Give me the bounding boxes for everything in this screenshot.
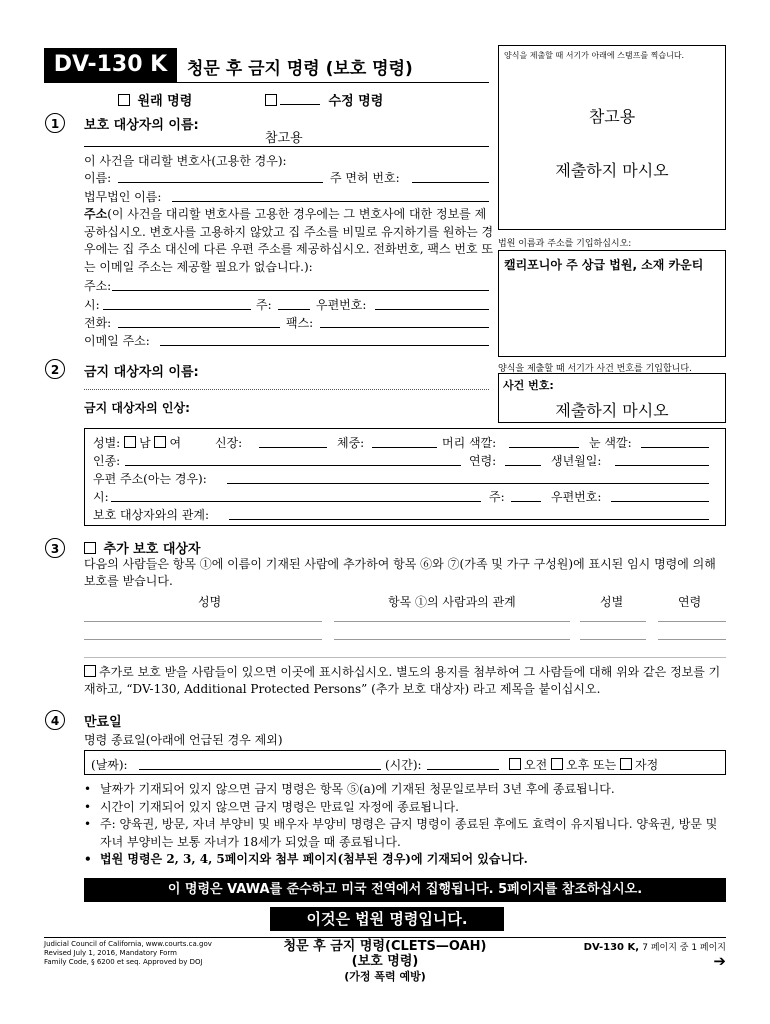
amended-order-label: 수정 명령 — [328, 94, 384, 109]
additional-protected-checkbox[interactable] — [84, 542, 96, 554]
form-title: 청문 후 금지 명령 (보호 명령) — [187, 59, 413, 79]
phone-field[interactable] — [118, 327, 280, 328]
case-number-value: 제출하지 마시오 — [555, 401, 669, 420]
additional-protected-label: 추가 보호 대상자 — [103, 542, 201, 557]
age-field[interactable] — [505, 465, 541, 466]
relationship-label: 보호 대상자와의 관계: — [93, 508, 210, 522]
expiration-box — [84, 750, 726, 775]
city2-label: 시: — [93, 490, 109, 504]
male-checkbox[interactable] — [124, 436, 136, 448]
person1-sex-field[interactable] — [580, 621, 646, 622]
city-field[interactable] — [103, 309, 251, 310]
hair-field[interactable] — [509, 447, 579, 448]
dob-label: 생년월일: — [551, 454, 602, 468]
midnight-checkbox[interactable] — [620, 758, 632, 770]
am-label: 오전 — [524, 758, 548, 772]
amended-order-checkbox[interactable] — [265, 94, 277, 106]
address-label: 주소: — [84, 279, 112, 293]
footer-title: 청문 후 금지 명령(CLETS—OAH) — [283, 939, 487, 954]
next-page-arrow-icon[interactable]: ➔ — [713, 952, 726, 970]
section-3-number: 3 — [45, 538, 65, 558]
state2-label: 주: — [489, 490, 505, 504]
footer-subtitle2: (가정 폭력 예방) — [344, 970, 426, 983]
footer-form-code: DV-130 K, — [583, 942, 640, 953]
note-2: • 시간이 기재되어 있지 않으면 금지 명령은 만료일 자정에 종료됩니다. — [84, 799, 459, 814]
stamp-line2: 제출하지 마시오 — [555, 161, 669, 180]
restrained-person-name-label: 금지 대상자의 이름: — [84, 365, 199, 380]
more-persons-note — [84, 664, 726, 698]
expiration-notes — [84, 781, 726, 869]
mail-address-label: 우편 주소(아는 경우): — [93, 472, 207, 486]
or-label: 또는 — [593, 758, 617, 772]
section-4-number: 4 — [45, 710, 65, 730]
court-order-banner-text: 이것은 법원 명령입니다. — [306, 910, 468, 928]
original-order-checkbox[interactable] — [118, 94, 130, 106]
zip2-label: 우편번호: — [551, 490, 602, 504]
additional-protected-intro: 다음의 사람들은 항목 ①에 이름이 기재된 사람에 추가하여 항목 ⑥와 ⑦(가족 및 가구 구성원)에 표시된 임시 명령에 의해 보호를 받습니다. — [84, 557, 716, 588]
hair-label: 머리 색깔: — [442, 436, 497, 450]
address-note-bold: 주소 — [84, 207, 108, 221]
footer-subtitle: (보호 명령) — [351, 954, 419, 969]
note-4-text: 법원 명령은 2, 3, 4, 5페이지와 첨부 페이지(첨부된 경우)에 기재되어 있습니다. — [100, 852, 528, 866]
original-order-option[interactable] — [118, 90, 192, 109]
section-2-number: 2 — [45, 359, 65, 379]
zip-field[interactable] — [375, 309, 489, 310]
person1-relation-field[interactable] — [334, 621, 570, 622]
address-field[interactable] — [112, 290, 489, 291]
amended-order-option[interactable] — [265, 90, 383, 109]
zip2-field[interactable] — [611, 501, 709, 502]
expiration-title: 만료일 — [84, 715, 122, 730]
city2-field[interactable] — [111, 501, 481, 502]
protected-person-name-value: 참고용 — [265, 131, 303, 146]
footer-left-1: Judicial Council of California, www.courts.ca.gov — [44, 940, 212, 948]
description-box — [84, 428, 726, 526]
address-instructions — [84, 206, 494, 276]
attorney-name-field[interactable] — [118, 182, 323, 183]
sex-label: 성별: — [93, 436, 121, 450]
relationship-field[interactable] — [229, 519, 709, 520]
state-label: 주: — [256, 298, 272, 312]
exp-time-label: (시간): — [385, 758, 422, 772]
weight-field[interactable] — [372, 447, 437, 448]
form-code-badge — [44, 48, 177, 82]
eye-field[interactable] — [641, 447, 709, 448]
ampm-options — [509, 756, 658, 773]
person2-age-field[interactable] — [658, 639, 726, 640]
exp-time-field[interactable] — [427, 769, 499, 770]
footer-page-number: 7 페이지 중 1 페이지 — [642, 943, 726, 953]
race-label: 인종: — [93, 454, 121, 468]
exp-date-label: (날짜): — [91, 758, 128, 772]
email-field[interactable] — [160, 345, 489, 346]
state2-field[interactable] — [511, 501, 541, 502]
pm-label: 오후 — [566, 758, 590, 772]
expiration-subtitle: 명령 종료일(아래에 언급된 경우 제외) — [84, 733, 283, 747]
fax-field[interactable] — [320, 327, 489, 328]
case-number-label: 사건 번호: — [503, 379, 554, 392]
pm-checkbox[interactable] — [551, 758, 563, 770]
person2-relation-field[interactable] — [334, 639, 570, 640]
person1-name-field[interactable] — [84, 621, 322, 622]
court-box-label: 법원 이름과 주소를 기입하십시오: — [498, 239, 632, 249]
court-name-value: 캘리포니아 주 상급 법원, 소재 카운티 — [504, 258, 704, 272]
city-label: 시: — [84, 298, 100, 312]
footer-center — [230, 939, 540, 984]
note-3: • 주: 양육권, 방문, 자녀 부양비 및 배우자 부양비 명령은 금지 명령이 종료된 후에도 효력이 유지됩니다. 양육권, 방문 및 자녀 부양비는 보통 자녀가 18세가 되었을 때 종료됩니다. — [84, 817, 718, 849]
col-relation-header: 항목 ①의 사람과의 관계 — [388, 595, 516, 609]
height-field[interactable] — [259, 447, 327, 448]
bar-number-label: 주 면허 번호: — [330, 171, 400, 185]
protected-person-name-label: 보호 대상자의 이름: — [84, 118, 199, 133]
note-4: • 법원 명령은 2, 3, 4, 5페이지와 첨부 페이지(첨부된 경우)에 기재되어 있습니다. — [84, 852, 528, 866]
original-order-label: 원래 명령 — [137, 94, 193, 109]
email-label: 이메일 주소: — [84, 334, 150, 348]
person1-age-field[interactable] — [658, 621, 726, 622]
weight-label: 체중: — [337, 436, 365, 450]
footer-rule — [44, 937, 726, 938]
zip-label: 우편번호: — [316, 298, 367, 312]
firm-name-label: 법무법인 이름: — [84, 190, 162, 204]
restrained-person-name-field[interactable] — [84, 389, 489, 390]
attorney-heading: 이 사건을 대리할 변호사(고용한 경우): — [84, 154, 287, 168]
firm-name-field[interactable] — [172, 201, 489, 202]
vawa-banner-text: 이 명령은 VAWA를 준수하고 미국 전역에서 집행됩니다. 5페이지를 참조하십시오. — [167, 882, 643, 897]
col-age-header: 연령 — [678, 595, 702, 609]
person2-name-field[interactable] — [84, 639, 322, 640]
vawa-banner — [84, 878, 726, 902]
section-1-number: 1 — [45, 113, 65, 133]
bar-number-field[interactable] — [412, 182, 489, 183]
court-name-box[interactable] — [498, 250, 726, 357]
phone-label: 전화: — [84, 316, 112, 330]
address-note-text: (이 사건을 대리할 변호사를 고용한 경우에는 그 변호사에 대한 정보를 제공하십시오. 변호사를 고용하지 않았고 집 주소를 비밀로 유지하기를 원하는 경우에는 집 주소 대신에 다른 우편 주소를 제공하십시오. 전화번호, 팩스 번호 또는 이메일 주소는 제공할 필요가 없습니다.): — [84, 207, 494, 274]
note-3-text: 주: 양육권, 방문, 자녀 부양비 및 배우자 부양비 명령은 금지 명령이 종료된 후에도 효력이 유지됩니다. 양육권, 방문 및 자녀 부양비는 보통 자녀가 18세가 되었을 때 종료됩니다. — [100, 817, 718, 849]
race-field[interactable] — [125, 465, 461, 466]
state-field[interactable] — [278, 309, 310, 310]
case-box-note: 양식을 제출할 때 서기가 사건 번호를 기입합니다. — [498, 364, 692, 374]
stamp-line1: 참고용 — [588, 107, 636, 126]
footer-right — [584, 940, 726, 953]
footer-left — [44, 940, 212, 967]
col-sex-header: 성별 — [600, 595, 624, 609]
female-label: 여 — [169, 436, 182, 450]
divider — [84, 657, 726, 658]
attorney-name-label: 이름: — [84, 171, 112, 185]
dob-field[interactable] — [615, 465, 709, 466]
footer-left-2: Revised July 1, 2016, Mandatory Form — [44, 949, 177, 957]
eye-label: 눈 색깔: — [589, 436, 632, 450]
additional-protected-title — [84, 538, 201, 557]
male-label: 남 — [139, 436, 151, 450]
more-persons-text: 추가로 보호 받을 사람들이 있으면 이곳에 표시하십시오. 별도의 용지를 첨부하여 그 사람들에 대해 위와 같은 정보를 기재하고, “DV-130, Additional Protected Persons” (추가 보호 대상자) 라고 제목을 붙이십시오. — [84, 665, 721, 696]
mail-address-field[interactable] — [227, 483, 709, 484]
height-label: 신장: — [215, 436, 243, 450]
col-name-header: 성명 — [198, 595, 222, 609]
midnight-label: 자정 — [635, 758, 659, 772]
court-order-banner — [270, 907, 504, 931]
footer-left-3: Family Code, § 6200 et seq. Approved by DOJ — [44, 958, 203, 966]
clerk-stamp-box — [498, 45, 726, 230]
sex-row — [93, 434, 181, 451]
form-code: DV-130 K — [53, 52, 168, 77]
am-checkbox[interactable] — [509, 758, 521, 770]
note-1: • 날짜가 기재되어 있지 않으면 금지 명령은 항목 ⑤(a)에 기재된 청문일로부터 3년 후에 종료됩니다. — [84, 782, 615, 796]
note-2-text: 시간이 기재되어 있지 않으면 금지 명령은 만료일 자정에 종료됩니다. — [100, 799, 459, 814]
person2-sex-field[interactable] — [580, 639, 646, 640]
note-1-text: 날짜가 기재되어 있지 않으면 금지 명령은 항목 ⑤(a)에 기재된 청문일로부터 3년 후에 종료됩니다. — [100, 782, 615, 796]
female-checkbox[interactable] — [154, 436, 166, 448]
fax-label: 팩스: — [286, 316, 314, 330]
case-number-box[interactable] — [498, 373, 726, 423]
stamp-box-note: 양식을 제출할 때 서기가 아래에 스탬프를 찍습니다. — [504, 51, 685, 60]
description-label: 금지 대상자의 인상: — [84, 401, 190, 415]
more-persons-checkbox[interactable] — [84, 665, 96, 677]
age-label: 연령: — [469, 454, 497, 468]
exp-date-field[interactable] — [139, 769, 381, 770]
